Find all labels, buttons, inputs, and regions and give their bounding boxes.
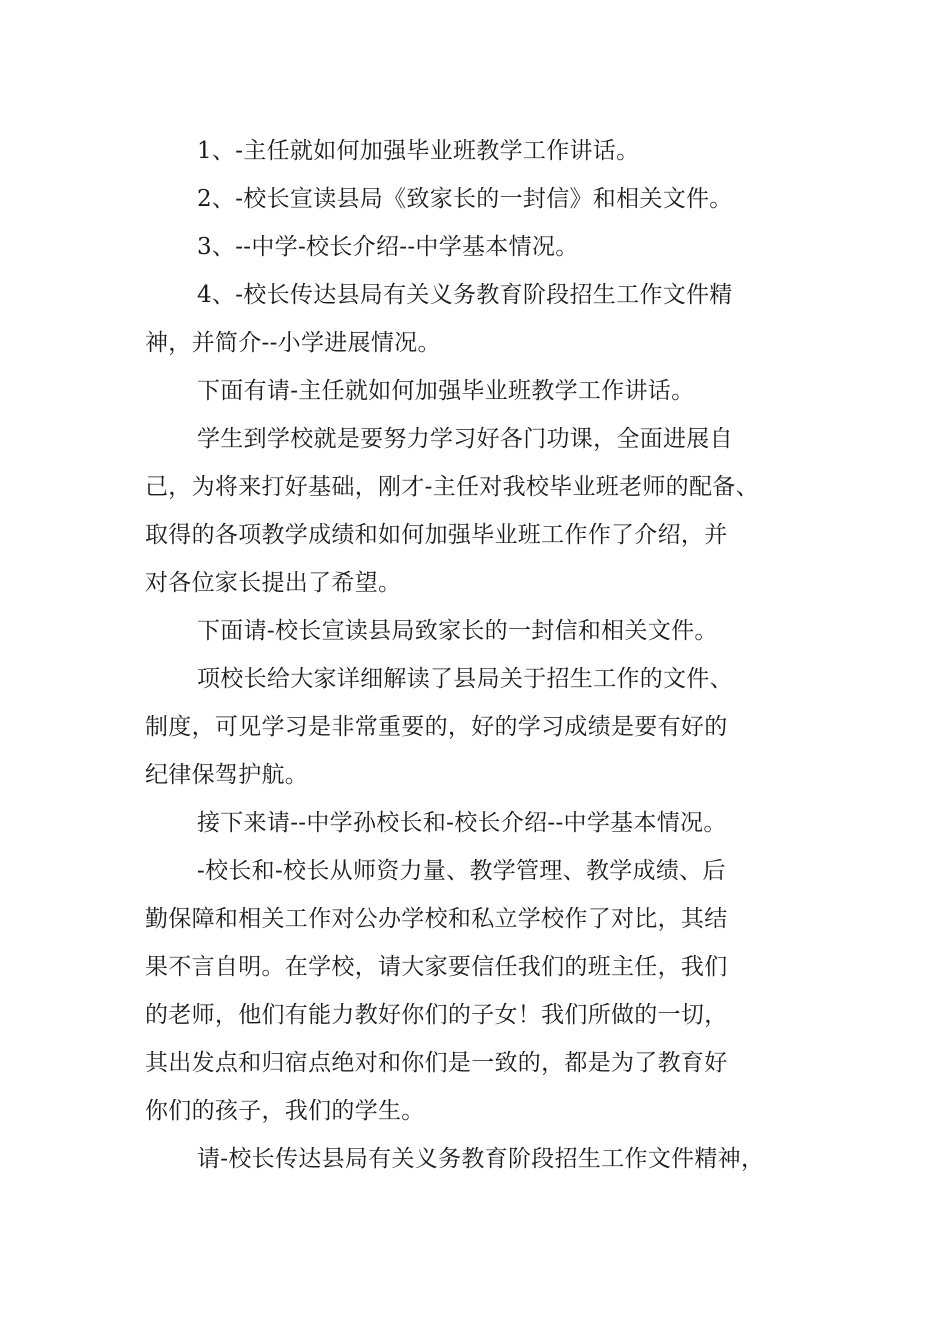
text-line: 下面有请-主任就如何加强毕业班教学工作讲话。	[197, 378, 695, 404]
paragraph	[145, 847, 805, 1135]
paragraph	[145, 415, 805, 607]
text-line: 果不言自明。在学校，请大家要信任我们的班主任，我们	[145, 954, 728, 980]
text-line: 接下来请--中学孙校长和-校长介绍--中学基本情况。	[197, 810, 727, 836]
list-item-2	[145, 175, 805, 223]
paragraph	[145, 655, 805, 799]
paragraph	[145, 367, 805, 415]
text-line: 勤保障和相关工作对公办学校和私立学校作了对比，其结	[145, 906, 728, 932]
document-body	[145, 127, 805, 1183]
paragraph	[145, 607, 805, 655]
text-line: 2、-校长宣读县局《致家长的一封信》和相关文件。	[197, 186, 733, 212]
list-item-3	[145, 223, 805, 271]
list-item-1	[145, 127, 805, 175]
list-item-4	[145, 271, 805, 367]
text-line: -校长和-校长从师资力量、教学管理、教学成绩、后	[197, 858, 726, 884]
paragraph	[145, 799, 805, 847]
text-line: 己，为将来打好基础，刚才-主任对我校毕业班老师的配备、	[145, 474, 759, 500]
text-line: 4、-校长传达县局有关义务教育阶段招生工作文件精	[197, 282, 733, 308]
text-line: 学生到学校就是要努力学习好各门功课，全面进展自	[197, 426, 733, 452]
text-line: 取得的各项教学成绩和如何加强毕业班工作作了介绍，并	[145, 522, 728, 548]
text-line: 其出发点和归宿点绝对和你们是一致的，都是为了教育好	[145, 1050, 728, 1076]
text-line: 1、-主任就如何加强毕业班教学工作讲话。	[197, 138, 640, 164]
text-line: 纪律保驾护航。	[145, 762, 309, 788]
text-line: 下面请-校长宣读县局致家长的一封信和相关文件。	[197, 618, 718, 644]
text-line: 你们的孩子，我们的学生。	[145, 1098, 425, 1124]
text-line: 3、--中学-校长介绍--中学基本情况。	[197, 234, 579, 260]
text-line: 神，并简介--小学进展情况。	[145, 330, 441, 356]
text-line: 的老师，他们有能力教好你们的子女！我们所做的一切，	[145, 1002, 728, 1028]
text-line: 制度，可见学习是非常重要的，好的学习成绩是要有好的	[145, 714, 728, 740]
text-line: 项校长给大家详细解读了县局关于招生工作的文件、	[197, 666, 733, 692]
text-line: 对各位家长提出了希望。	[145, 570, 402, 596]
text-line: 请-校长传达县局有关义务教育阶段招生工作文件精神，	[197, 1146, 765, 1172]
paragraph	[145, 1135, 805, 1183]
